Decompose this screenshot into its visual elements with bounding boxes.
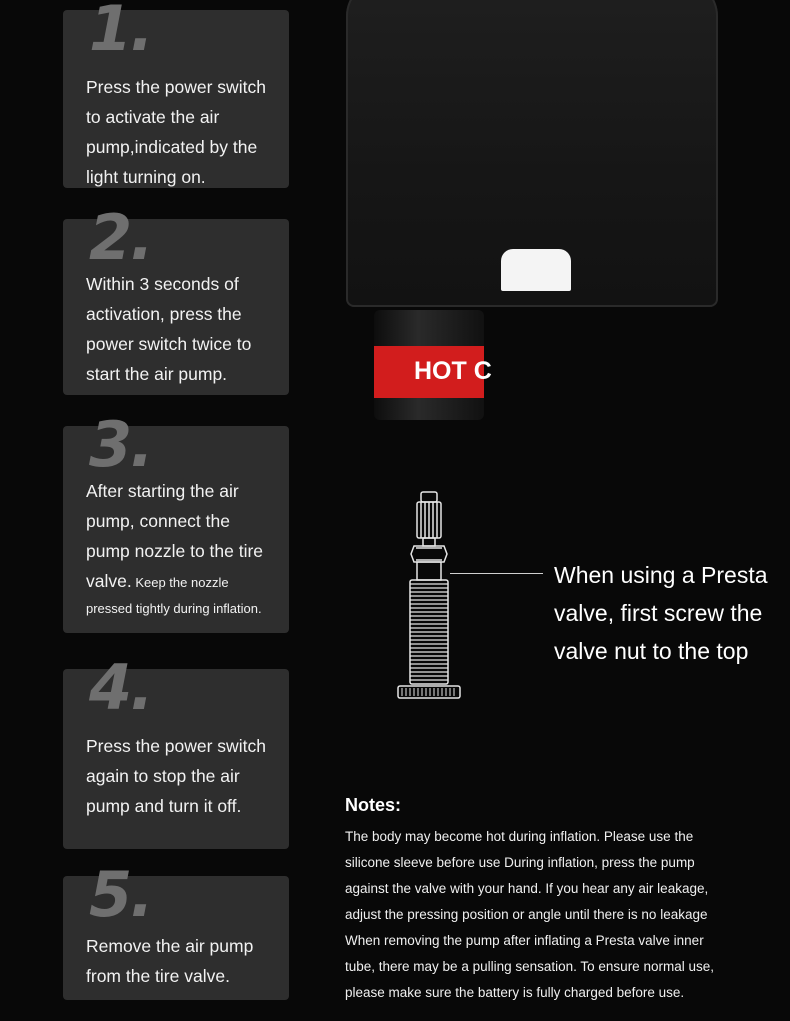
notes-line: against the valve with your hand. If you hear any air leakage, (345, 881, 709, 896)
nozzle-label: HOT C (414, 357, 492, 385)
step-text (86, 476, 283, 598)
valve-callout-text: When using a Presta valve, first screw the valve nut to the top (554, 562, 768, 664)
step-text-small: pressed tightly during inflation. (86, 601, 262, 616)
step-text: Within 3 seconds of activation, press the power switch twice to start the air pump. (86, 274, 252, 384)
step-number: 5. (89, 858, 152, 931)
step-card-2 (63, 201, 289, 395)
step-card-1 (63, 0, 289, 188)
step-text-line (86, 566, 283, 598)
step-number: 2. (89, 201, 152, 274)
step-text: Remove the air pump from the tire valve. (86, 936, 254, 986)
callout-line (450, 573, 543, 574)
nozzle-warning-band (374, 346, 492, 398)
step-card-5 (63, 858, 289, 1000)
step-card-4 (63, 651, 289, 849)
step-text-small: Keep the nozzle (131, 575, 229, 590)
step-text-fragment: valve. (86, 571, 132, 591)
step-number: 4. (89, 651, 152, 724)
step-number: 1. (89, 0, 152, 65)
presta-valve-icon (390, 488, 470, 710)
notes-line: When removing the pump after inflating a Presta valve inner (345, 933, 704, 948)
step-text-line: pump nozzle to the tire (86, 541, 264, 561)
notes-line: please make sure the battery is fully charged before use. (345, 985, 685, 1000)
step-number: 3. (89, 408, 152, 481)
step-text-line: After starting the air (86, 481, 239, 501)
step-text: Press the power switch again to stop the air pump and turn it off. (86, 736, 266, 816)
notes-line: adjust the pressing position or angle until there is no leakage (345, 907, 708, 922)
notes-line: silicone sleeve before use During inflation, press the pump (345, 855, 695, 870)
notes-title: Notes: (345, 795, 402, 815)
notes-line: tube, there may be a pulling sensation. To ensure normal use, (345, 959, 714, 974)
notes-line: The body may become hot during inflation. Please use the (345, 829, 694, 844)
power-light-icon (501, 249, 571, 291)
step-text-line: pump, connect the (86, 511, 230, 531)
step-card-3 (63, 408, 289, 633)
step-text: Press the power switch to activate the air pump,indicated by the light turning on. (86, 77, 266, 187)
